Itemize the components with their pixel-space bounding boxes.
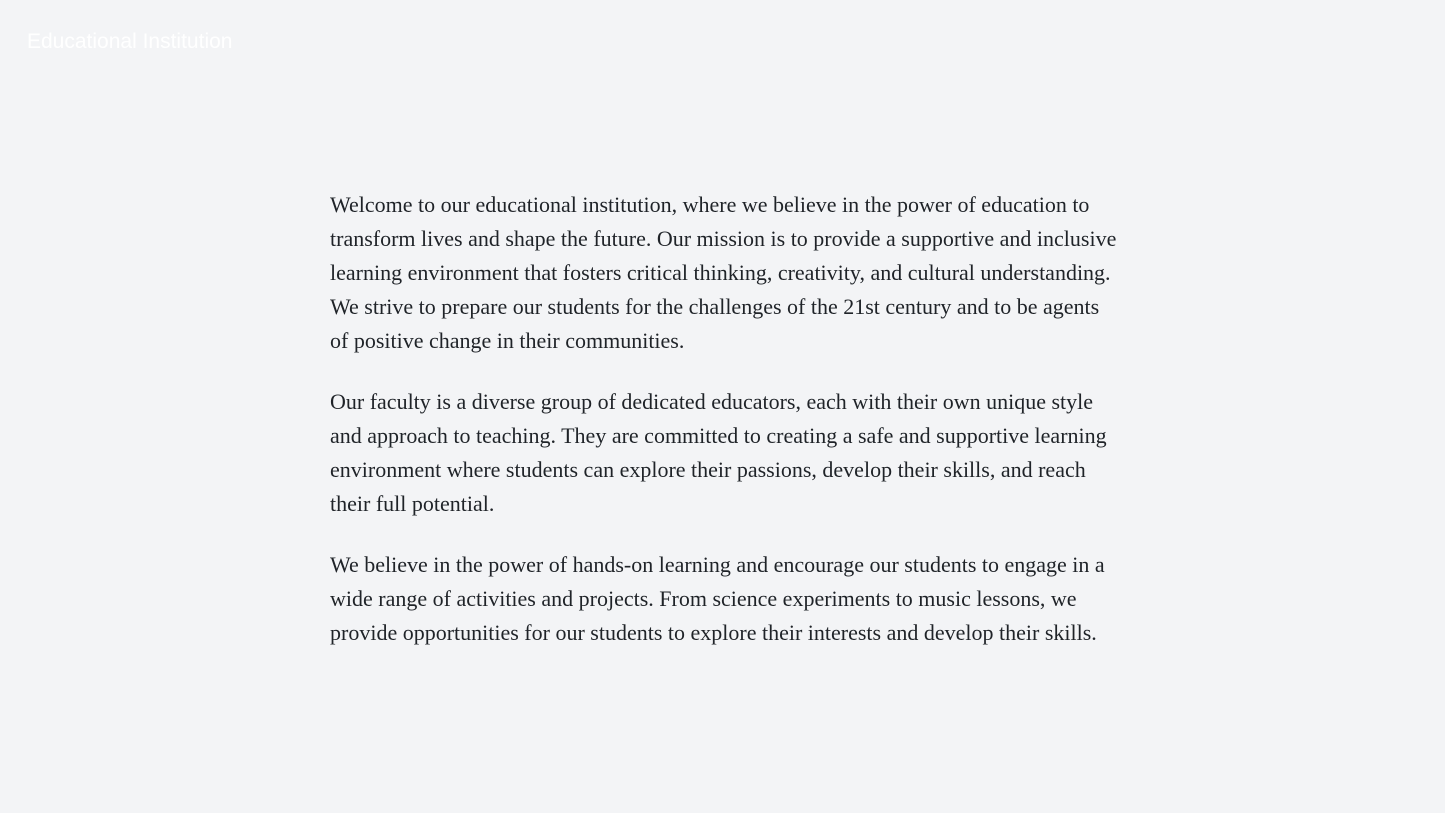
site-header [27,28,232,56]
hands-on-learning-paragraph: We believe in the power of hands-on learning and encourage our students to engage in a wide range of activities and projects. From science experiments to music lessons, we provide opportunities for our students to explore their interests and develop their skills. [330,552,1105,645]
faculty-paragraph: Our faculty is a diverse group of dedicated educators, each with their own unique style and approach to teaching. They are committed to creating a safe and supportive learning environment where students can explore their passions, develop their skills, and reach their full potential. [330,389,1107,516]
intro-paragraph: Welcome to our educational institution, where we believe in the power of education to transform lives and shape the future. Our mission is to provide a supportive and inclusive learning environment that fosters critical thinking, creativity, and cultural understanding. We strive to prepare our students for the challenges of the 21st century and to be agents of positive change in their communities. [330,192,1117,353]
site-title: Educational Institution [27,30,233,53]
main-content [330,188,1120,677]
